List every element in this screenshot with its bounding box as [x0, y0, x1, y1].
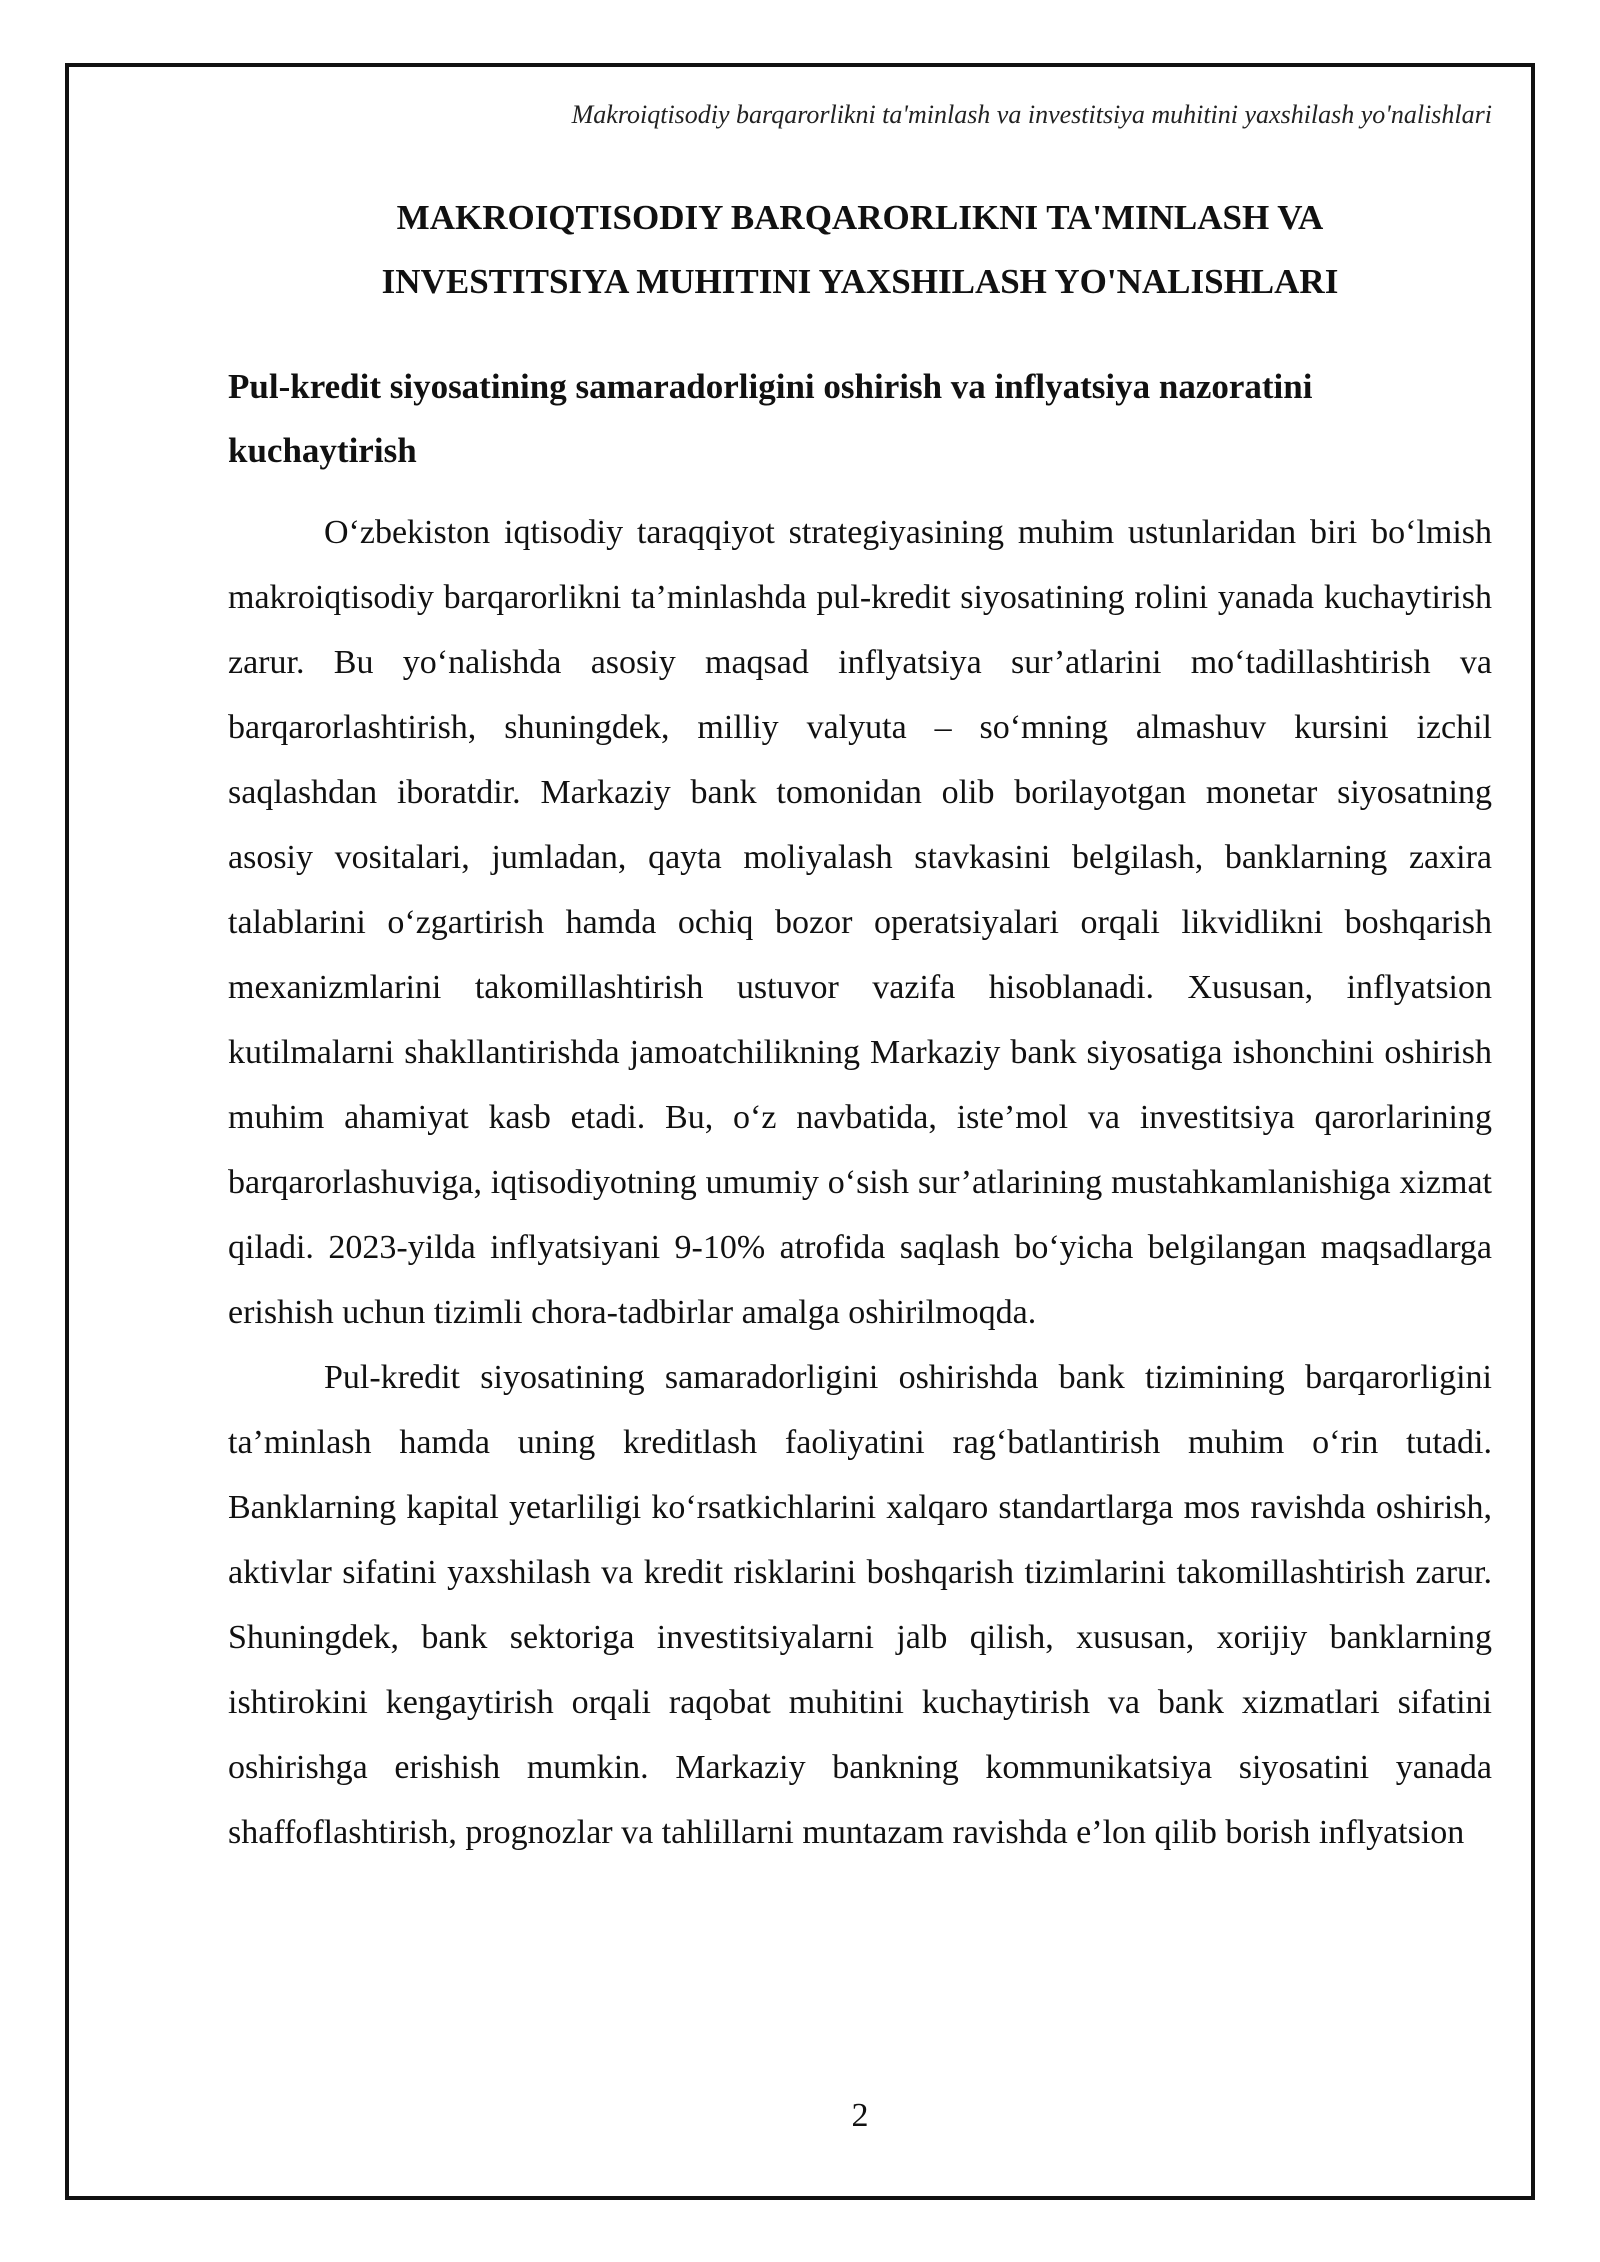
running-header: Makroiqtisodiy barqarorlikni ta'minlash va investitsiya muhitini yaxshilash yo'nalishlari [571, 100, 1492, 129]
paragraph-2: Pul-kredit siyosatining samaradorligini oshirishda bank tizimining barqarorligini ta’minlash hamda uning kreditlash faoliyatini rag‘batlantirish muhim o‘rin tutadi. Banklarning kapital yetarliligi ko‘rsatkichlarini xalqaro standartlarga mos ravishda oshirish, aktivlar sifatini yaxshilash va kredit risklarini boshqarish tizimlarini takomillashtirish zarur. Shuningdek, bank sektoriga investitsiyalarni jalb qilish, xususan, xorijiy banklarning ishtirokini kengaytirish orqali raqobat muhitini kuchaytirish va bank xizmatlari sifatini oshirishga erishish mumkin. Markaziy bankning kommunikatsiya siyosatini yanada shaffoflashtirish, prognozlar va tahlillarni muntazam ravishda e’lon qilib borish inflyatsion [228, 1359, 1492, 1851]
section-heading: Pul-kredit siyosatining samaradorligini oshirish va inflyatsiya nazoratini kuchaytirish [228, 367, 1313, 470]
document-title-line-1: MAKROIQTISODIY BARQARORLIKNI TA'MINLASH VA [396, 198, 1324, 237]
document-title [228, 186, 1492, 314]
document-title-line-2: INVESTITSIYA MUHITINI YAXSHILASH YO'NALISHLARI [381, 262, 1339, 301]
page-number: 2 [851, 2097, 869, 2134]
paragraph-1: O‘zbekiston iqtisodiy taraqqiyot strategiyasining muhim ustunlaridan biri bo‘lmish makroiqtisodiy barqarorlikni ta’minlashda pul-kredit siyosatining rolini yanada kuchaytirish zarur. Bu yo‘nalishda asosiy maqsad inflyatsiya sur’atlarini mo‘tadillashtirish va barqarorlashtirish, shuningdek, milliy valyuta – so‘mning almashuv kursini izchil saqlashdan iboratdir. Markaziy bank tomonidan olib borilayotgan monetar siyosatning asosiy vositalari, jumladan, qayta moliyalash stavkasini belgilash, banklarning zaxira talablarini o‘zgartirish hamda ochiq bozor operatsiyalari orqali likvidlikni boshqarish mexanizmlarini takomillashtirish ustuvor vazifa hisoblanadi. Xususan, inflyatsion kutilmalarni shakllantirishda jamoatchilikning Markaziy bank siyosatiga ishonchini oshirish muhim ahamiyat kasb etadi. Bu, o‘z navbatida, iste’mol va investitsiya qarorlarining barqarorlashuviga, iqtisodiyotning umumiy o‘sish sur’atlarining mustahkamlanishiga xizmat qiladi. 2023-yilda inflyatsiyani 9-10% atrofida saqlash bo‘yicha belgilangan maqsadlarga erishish uchun tizimli chora-tadbirlar amalga oshirilmoqda. [228, 514, 1492, 1331]
body-text [228, 500, 1492, 1865]
